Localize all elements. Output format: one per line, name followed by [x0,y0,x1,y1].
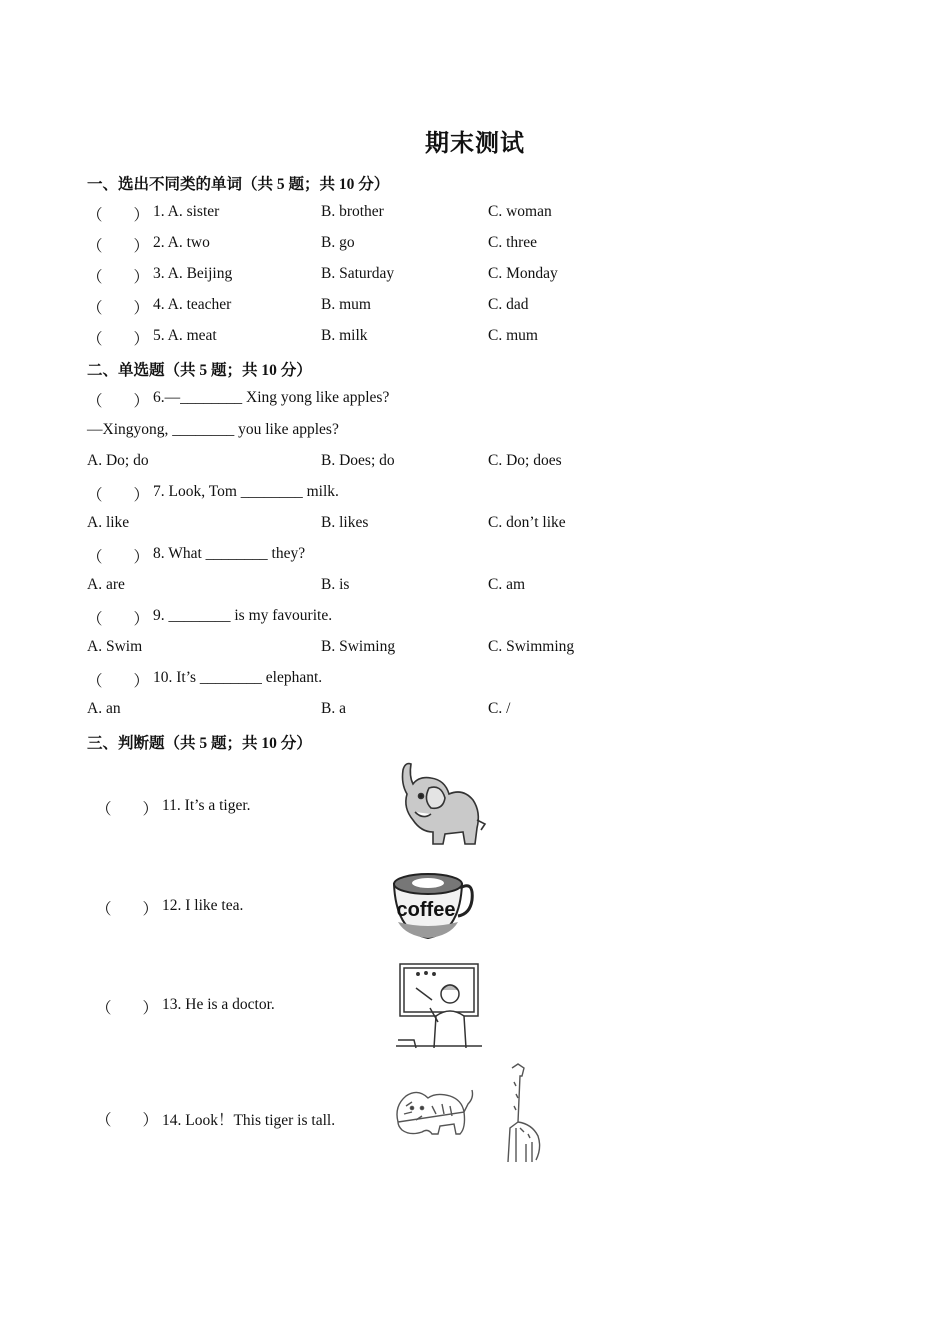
option-b: B. brother [321,203,384,220]
option-c: C. am [488,576,526,593]
question-8: 8. What ________ they? [153,545,306,562]
option-a: A. like [87,514,130,531]
answer-paren[interactable]: （ ） [87,393,150,410]
option-b: B. Does; do [321,452,395,469]
option-c: C. mum [488,327,538,344]
option-c: C. Swimming [488,638,575,655]
coffee-cup-picture [388,870,478,944]
option-b: B. go [321,234,355,251]
answer-paren[interactable]: （ ） [87,611,150,628]
page-title: 期末测试 [425,131,525,157]
option-b: B. mum [321,296,371,313]
question-9: 9. ________ is my favourite. [153,607,333,624]
option-c: C. dad [488,296,529,313]
option-b: B. Saturday [321,265,395,282]
option-c: C. Do; does [488,452,562,469]
question-7: 7. Look, Tom ________ milk. [153,483,339,500]
question-text: 2. A. two [153,234,210,251]
answer-paren[interactable]: （ ） [87,300,150,317]
answer-paren[interactable]: （ ） [87,207,150,224]
option-c: C. / [488,700,511,717]
question-6: 6.—________ Xing yong like apples? [153,389,390,406]
section-heading-1: 一、选出不同类的单词（共 5 题；共 10 分） [87,176,390,193]
option-c: C. woman [488,203,552,220]
option-b: B. Swiming [321,638,396,655]
question-text: 1. A. sister [153,203,220,220]
statement-14: 14. Look！This tiger is tall. [162,1112,336,1129]
statement-12: 12. I like tea. [162,897,244,914]
question-10: 10. It’s ________ elephant. [153,669,323,686]
tiger-and-giraffe-picture [392,1062,552,1166]
statement-11: 11. It’s a tiger. [162,797,251,814]
answer-paren[interactable]: （ ） [87,331,150,348]
question-6-line-2: —Xingyong, ________ you like apples? [87,421,339,438]
option-a: A. Swim [87,638,143,655]
option-c: C. don’t like [488,514,566,531]
answer-paren[interactable]: （ ） [87,549,150,566]
option-b: B. likes [321,514,369,531]
question-text: 4. A. teacher [153,296,232,313]
option-a: A. Do; do [87,452,149,469]
elephant-picture [393,758,488,850]
option-c: C. Monday [488,265,558,282]
answer-paren[interactable]: （ ） [96,801,159,818]
question-text: 3. A. Beijing [153,265,233,282]
section-heading-2: 二、单选题（共 5 题；共 10 分） [87,362,312,379]
option-b: B. is [321,576,350,593]
section-heading-3: 三、判断题（共 5 题；共 10 分） [87,735,312,752]
answer-paren[interactable]: （ ） [96,1112,159,1129]
statement-13: 13. He is a doctor. [162,996,275,1013]
option-c: C. three [488,234,538,251]
option-a: A. are [87,576,125,593]
coffee-label: coffee [396,899,456,921]
answer-paren[interactable]: （ ） [96,901,159,918]
answer-paren[interactable]: （ ） [87,238,150,255]
answer-paren[interactable]: （ ） [96,1000,159,1017]
option-b: B. milk [321,327,368,344]
answer-paren[interactable]: （ ） [87,487,150,504]
answer-paren[interactable]: （ ） [87,673,150,690]
question-text: 5. A. meat [153,327,217,344]
option-a: A. an [87,700,121,717]
answer-paren[interactable]: （ ） [87,269,150,286]
option-b: B. a [321,700,346,717]
teacher-at-blackboard-picture [394,960,484,1050]
